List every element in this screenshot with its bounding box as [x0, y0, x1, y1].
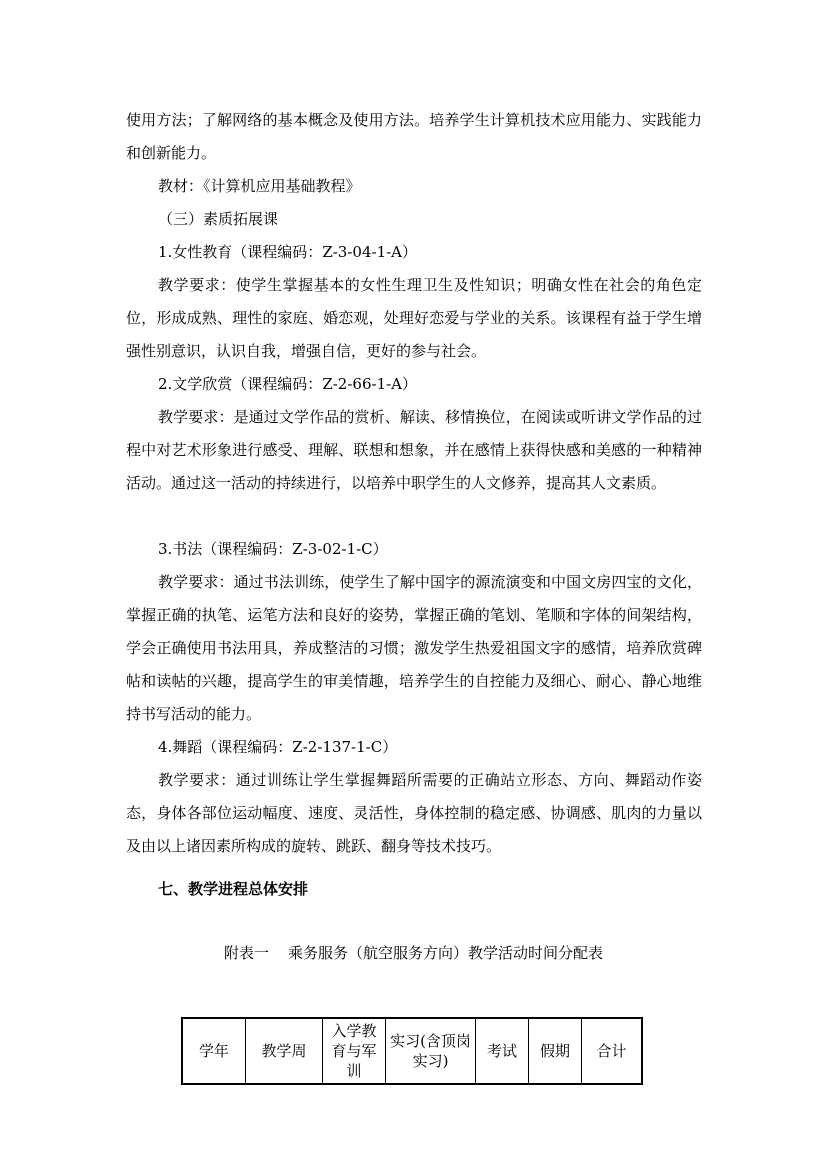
header-cell: 合计 — [582, 1018, 643, 1084]
header-cell: 假期 — [529, 1018, 582, 1084]
paragraph-network-usage: 使用方法；了解网络的基本概念及使用方法。培养学生计算机技术应用能力、实践能力和创新能力。 — [126, 111, 702, 162]
course-title-dance: 4.舞蹈（课程编码：Z-2-137-1-C） — [158, 738, 398, 756]
course-desc-women-education: 教学要求：使学生掌握基本的女性生理卫生及性知识；明确女性在社会的角色定位，形成成熟、理性的家庭、婚恋观，处理好恋爱与学业的关系。该课程有益于学生增强性别意识，认识自我，增强自信，更好的参与社会。 — [126, 276, 702, 360]
course-title-women-education: 1.女性教育（课程编码：Z-3-04-1-A） — [158, 243, 418, 261]
table-header-row — [182, 1018, 642, 1084]
section-heading: 七、教学进程总体安排 — [158, 880, 309, 898]
header-cell: 实习(含顶岗实习) — [386, 1018, 476, 1084]
course-desc-calligraphy: 教学要求：通过书法训练，使学生了解中国字的源流演变和中国文房四宝的文化，掌握正确的执笔、运笔方法和良好的姿势，掌握正确的笔划、笔顺和字体的间架结构，学会正确使用书法用具，养成整洁的习惯；激发学生热爱祖国文字的感情，培养欣赏碑帖和读帖的兴趣，提高学生的审美情趣，培养学生的自控能力及细心、耐心、静心地维持书写活动的能力。 — [126, 573, 702, 723]
header-cell: 考试 — [476, 1018, 529, 1084]
time-allocation-table — [181, 1017, 643, 1085]
table-caption: 附表一 乘务服务（航空服务方向）教学活动时间分配表 — [223, 944, 604, 962]
course-desc-literature: 教学要求：是通过文学作品的赏析、解读、移情换位，在阅读或听讲文学作品的过程中对艺术形象进行感受、理解、联想和想象，并在感情上获得快感和美感的一种精神活动。通过这一活动的持续进行，以培养中职学生的人文修养，提高其人文素质。 — [126, 408, 702, 492]
header-cell: 学年 — [182, 1018, 246, 1084]
header-cell: 入学教育与军训 — [323, 1018, 386, 1084]
course-desc-dance: 教学要求：通过训练让学生掌握舞蹈所需要的正确站立形态、方向、舞蹈动作姿态，身体各部位运动幅度、速度、灵活性，身体控制的稳定感、协调感、肌肉的力量以及由以上诸因素所构成的旋转、跳跃、翻身等技术技巧。 — [126, 771, 702, 855]
subsection-heading: （三）素质拓展课 — [158, 210, 279, 228]
header-cell: 教学周 — [246, 1018, 323, 1084]
course-title-literature: 2.文学欣赏（课程编码：Z-2-66-1-A） — [158, 375, 418, 393]
course-title-calligraphy: 3.书法（课程编码：Z-3-02-1-C） — [158, 540, 388, 558]
paragraph-textbook: 教材：《计算机应用基础教程》 — [158, 177, 361, 195]
